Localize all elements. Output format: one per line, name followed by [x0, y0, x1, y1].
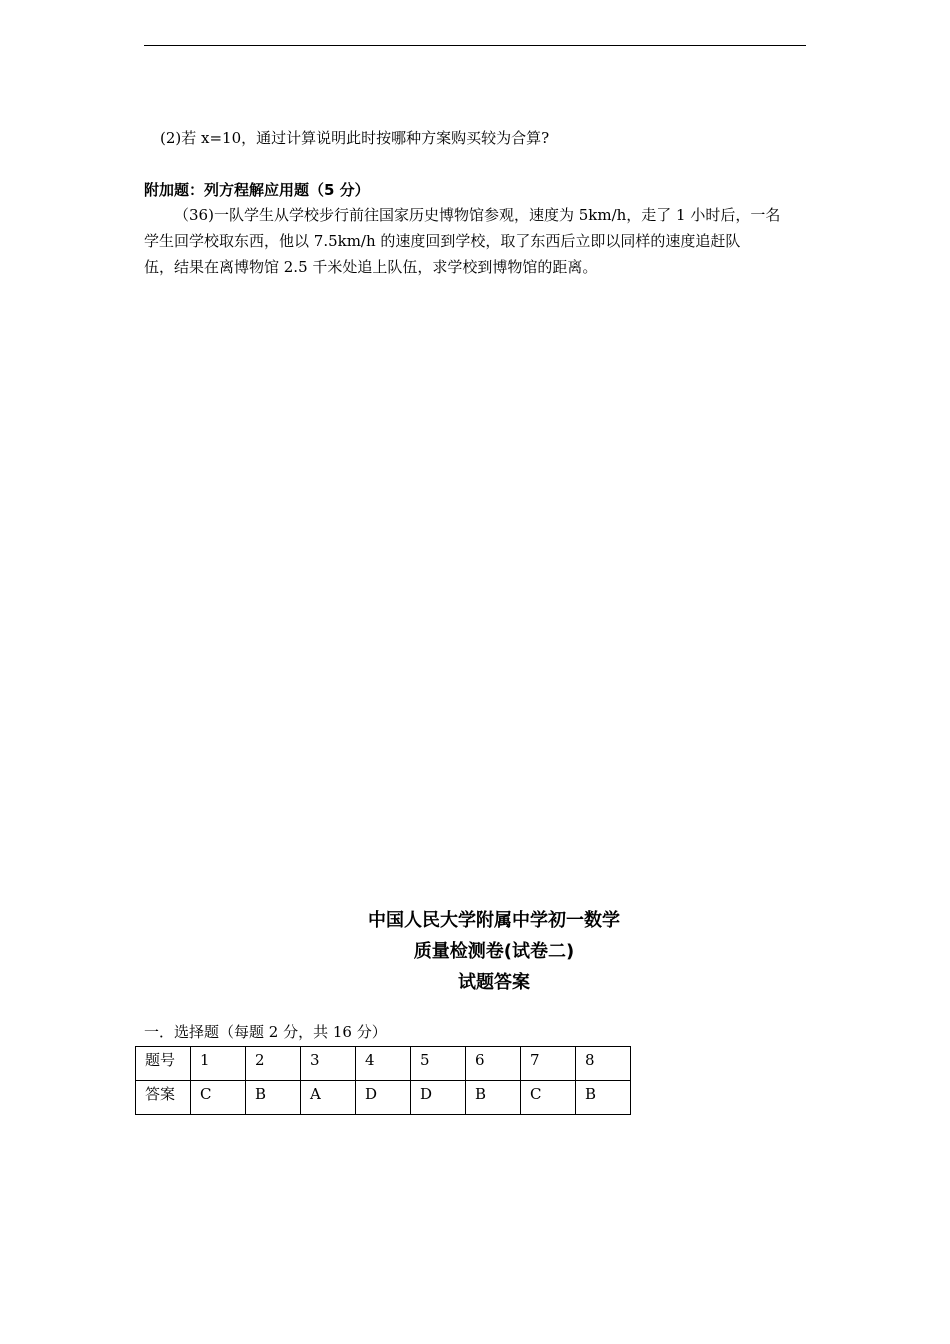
table-cell-number: 6 — [466, 1047, 521, 1081]
table-cell-answer: B — [246, 1081, 301, 1115]
table-cell-answer: C — [191, 1081, 246, 1115]
question-part-2: (2)若 x=10，通过计算说明此时按哪种方案购买较为合算? — [160, 129, 550, 147]
table-cell-answer: B — [466, 1081, 521, 1115]
answer-table — [135, 1046, 631, 1115]
table-cell-number: 5 — [411, 1047, 466, 1081]
table-cell-answer: B — [576, 1081, 631, 1115]
table-row-numbers — [136, 1047, 631, 1081]
table-cell-answer: A — [301, 1081, 356, 1115]
table-cell-number: 7 — [521, 1047, 576, 1081]
table-cell-number: 1 — [191, 1047, 246, 1081]
answer-key-title-answers: 试题答案 — [458, 972, 530, 993]
section-heading-choice: 一．选择题（每题 2 分，共 16 分） — [144, 1023, 387, 1041]
table-row-header-answer: 答案 — [136, 1081, 191, 1115]
table-cell-number: 2 — [246, 1047, 301, 1081]
problem-line-1: （36)一队学生从学校步行前往国家历史博物馆参观，速度为 5km/h，走了 1 小时后，一名 — [174, 206, 781, 224]
answer-key-title-exam: 质量检测卷(试卷二) — [413, 941, 575, 962]
table-cell-number: 8 — [576, 1047, 631, 1081]
problem-line-2: 学生回学校取东西，他以 7.5km/h 的速度回到学校，取了东西后立即以同样的速度追赶队 — [144, 232, 741, 250]
table-cell-answer: D — [356, 1081, 411, 1115]
answer-key-title-school: 中国人民大学附属中学初一数学 — [368, 910, 620, 931]
table-cell-answer: C — [521, 1081, 576, 1115]
answer-key-title-block — [0, 905, 950, 998]
problem-line-3: 伍，结果在离博物馆 2.5 千米处追上队伍，求学校到博物馆的距离。 — [144, 258, 598, 276]
table-row-header-number: 题号 — [136, 1047, 191, 1081]
header-rule — [144, 45, 806, 46]
extra-problem-text — [144, 202, 806, 280]
table-cell-number: 4 — [356, 1047, 411, 1081]
table-cell-answer: D — [411, 1081, 466, 1115]
extra-question-heading: 附加题：列方程解应用题（5 分） — [144, 181, 370, 199]
table-cell-number: 3 — [301, 1047, 356, 1081]
table-row-answers — [136, 1081, 631, 1115]
